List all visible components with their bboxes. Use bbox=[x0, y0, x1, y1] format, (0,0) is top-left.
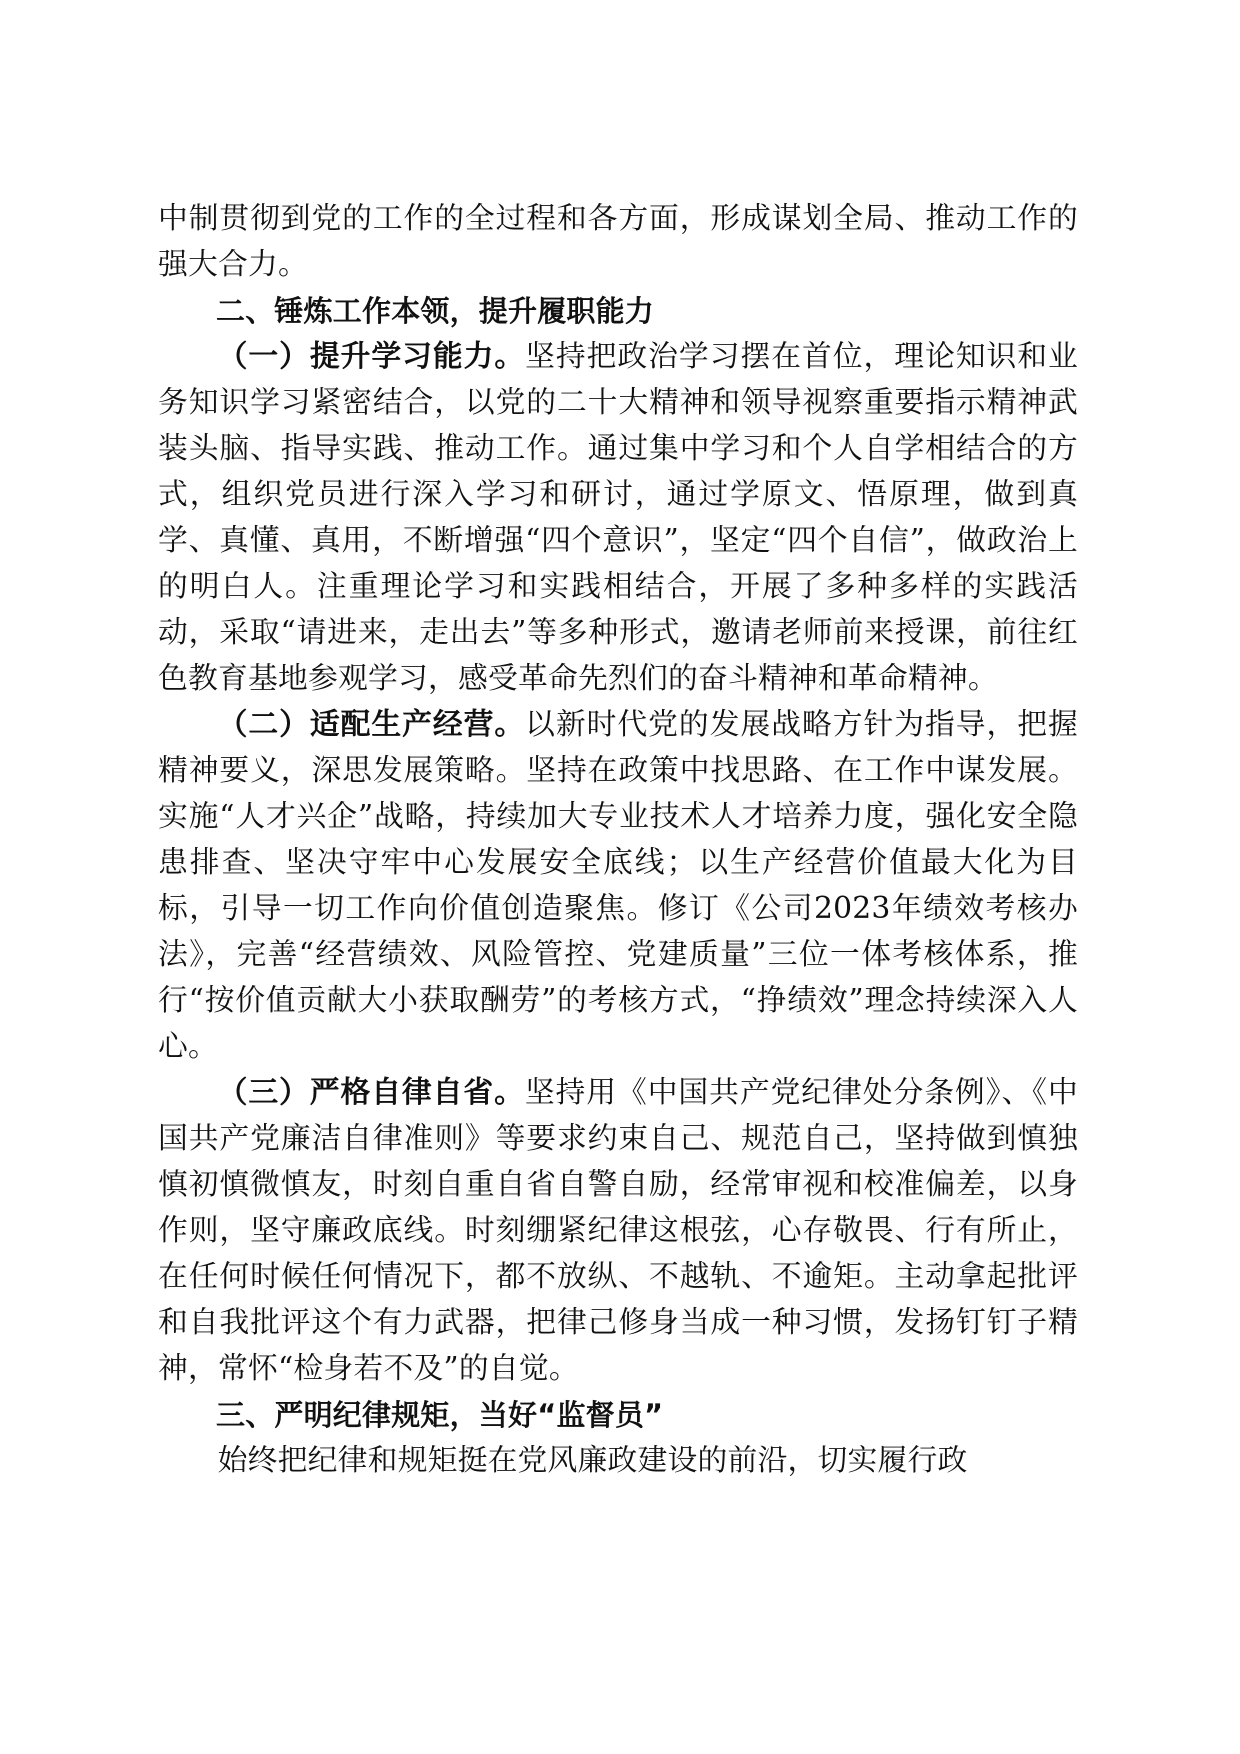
subsection-3-body: 坚持用《中国共产党纪律处分条例》、《中国共产党廉洁自律准则》等要求约束自己、规范自己，坚持做到慎独慎初慎微慎友，时刻自重自省自警自励，经常审视和校准偏差，以身作则，坚守廉政底线。时刻绷紧纪律这根弦，心存敬畏、行有所止，在任何时候任何情况下，都不放纵、不越轨、不逾矩。主动拿起批评和自我批评这个有力武器，把律己修身当成一种习惯，发扬钉钉子精神，常怀“检身若不及”的自觉。 bbox=[158, 1075, 1079, 1386]
subsection-1-title: （一）提升学习能力。 bbox=[217, 339, 526, 374]
subsection-3-title: （三）严格自律自省。 bbox=[217, 1075, 525, 1110]
subsection-2-body: 以新时代党的发展战略方针为指导，把握精神要义，深思发展策略。坚持在政策中找思路、在工作中谋发展。实施“人才兴企”战略，持续加大专业技术人才培养力度，强化安全隐患排查、坚决守牢中心发展安全底线；以生产经营价值最大化为目标，引导一切工作向价值创造聚焦。修订《公司2023年绩效考核办法》，完善“经营绩效、风险管控、党建质量”三位一体考核体系，推行“按价值贡献大小获取酬劳”的考核方式，“挣绩效”理念持续深入人心。 bbox=[158, 707, 1078, 1064]
subsection-2-paragraph bbox=[158, 702, 1078, 1070]
subsection-3-paragraph bbox=[158, 1070, 1078, 1392]
last-paragraph: 始终把纪律和规矩挺在党风廉政建设的前沿，切实履行政 bbox=[217, 1443, 968, 1478]
section-heading-2: 二、锤炼工作本领，提升履职能力 bbox=[216, 294, 655, 328]
continuation-paragraph: 中制贯彻到党的工作的全过程和各方面，形成谋划全局、推动工作的强大合力。 bbox=[158, 201, 1078, 282]
subsection-1-body: 坚持把政治学习摆在首位，理论知识和业务知识学习紧密结合，以党的二十大精神和领导视察重要指示精神武装头脑、指导实践、推动工作。通过集中学习和个人自学相结合的方式，组织党员进行深入学习和研讨，通过学原文、悟原理，做到真学、真懂、真用，不断增强“四个意识”，坚定“四个自信”，做政治上的明白人。注重理论学习和实践相结合，开展了多种多样的实践活动，采取“请进来，走出去”等多种形式，邀请老师前来授课，前往红色教育基地参观学习，感受革命先烈们的奋斗精神和革命精神。 bbox=[158, 339, 1078, 696]
section-heading-3: 三、严明纪律规矩，当好“监督员” bbox=[216, 1398, 664, 1432]
document-page bbox=[158, 196, 1078, 1484]
subsection-2-title: （二）适配生产经营。 bbox=[217, 707, 526, 742]
subsection-1-paragraph bbox=[158, 334, 1078, 702]
